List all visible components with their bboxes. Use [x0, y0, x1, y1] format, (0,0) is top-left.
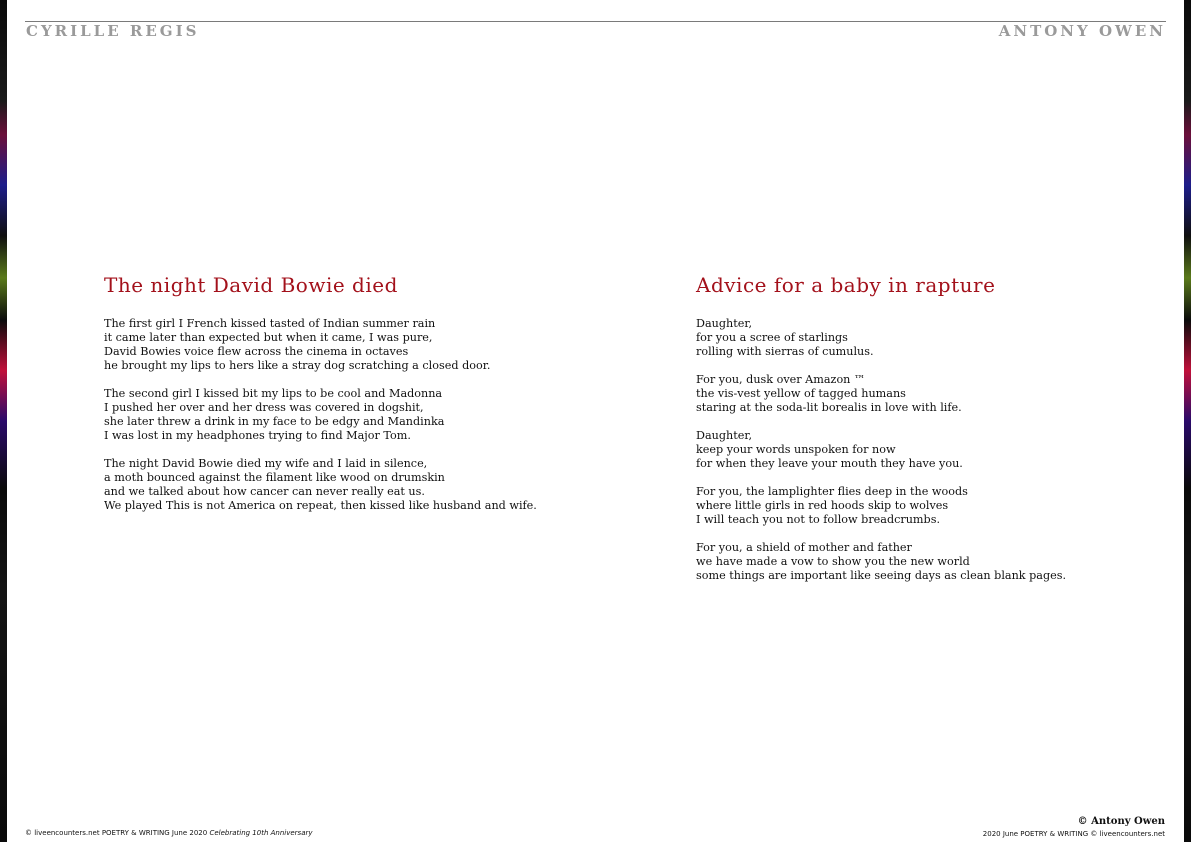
poem-line: she later threw a drink in my face to be edgy and Mandinka — [104, 415, 445, 428]
stanza — [104, 457, 624, 513]
stanza — [696, 429, 1136, 471]
poem-line: The first girl I French kissed tasted of Indian summer rain — [104, 317, 436, 330]
poem-line: for you a scree of starlings — [696, 331, 848, 344]
stanza — [696, 541, 1136, 583]
poem-line: we have made a vow to show you the new world — [696, 555, 970, 568]
footer-right — [983, 816, 1165, 838]
footer-left-italic: Celebrating 10th Anniversary — [209, 829, 313, 837]
running-head-right: ANTONY OWEN — [998, 22, 1166, 40]
footer-left-text: © liveencounters.net POETRY & WRITING June 2020 — [25, 829, 208, 837]
poem-line: some things are important like seeing days as clean blank pages. — [696, 569, 1067, 582]
footer-right-text: 2020 June POETRY & WRITING © liveencounters.net — [982, 830, 1165, 838]
poem-line: I pushed her over and her dress was covered in dogshit, — [104, 401, 424, 414]
poem-line: he brought my lips to hers like a stray dog scratching a closed door. — [104, 359, 491, 372]
poem-line: keep your words unspoken for now — [696, 443, 896, 456]
poem-line: a moth bounced against the filament like wood on drumskin — [104, 471, 445, 484]
right-page-edge — [1184, 0, 1191, 842]
stanza — [696, 373, 1136, 415]
poem-line: Daughter, — [696, 429, 753, 442]
poem-line: it came later than expected but when it came, I was pure, — [104, 331, 433, 344]
poem-line: rolling with sierras of cumulus. — [696, 345, 874, 358]
stanza — [104, 317, 624, 373]
poem-line: The night David Bowie died my wife and I laid in silence, — [104, 457, 428, 470]
poem-line: for when they leave your mouth they have you. — [696, 457, 963, 470]
running-head-left: CYRILLE REGIS — [26, 22, 200, 40]
stanza — [696, 317, 1136, 359]
stanza — [696, 485, 1136, 527]
poem-left — [104, 273, 624, 527]
poem-line: For you, a shield of mother and father — [696, 541, 912, 554]
poem-line: the vis-vest yellow of tagged humans — [696, 387, 906, 400]
author-credit: © Antony Owen — [1077, 816, 1165, 827]
poem-line: Daughter, — [696, 317, 753, 330]
poem-line: I will teach you not to follow breadcrumbs. — [696, 513, 941, 526]
poem-title: The night David Bowie died — [104, 273, 398, 297]
poem-line: and we talked about how cancer can never really eat us. — [104, 485, 425, 498]
poem-line: I was lost in my headphones trying to find Major Tom. — [104, 429, 411, 442]
stanza — [104, 387, 624, 443]
poem-line: For you, the lamplighter flies deep in the woods — [696, 485, 968, 498]
footer-left — [25, 829, 313, 837]
poem-line: The second girl I kissed bit my lips to be cool and Madonna — [104, 387, 443, 400]
poem-right — [696, 273, 1136, 597]
poem-line: For you, dusk over Amazon ™ — [696, 373, 866, 386]
poem-title: Advice for a baby in rapture — [696, 273, 996, 297]
poem-line: We played This is not America on repeat, then kissed like husband and wife. — [104, 499, 537, 512]
left-page-edge — [0, 0, 7, 842]
poem-line: staring at the soda-lit borealis in love with life. — [696, 401, 962, 414]
poem-line: David Bowies voice flew across the cinema in octaves — [104, 345, 409, 358]
poem-line: where little girls in red hoods skip to wolves — [696, 499, 949, 512]
